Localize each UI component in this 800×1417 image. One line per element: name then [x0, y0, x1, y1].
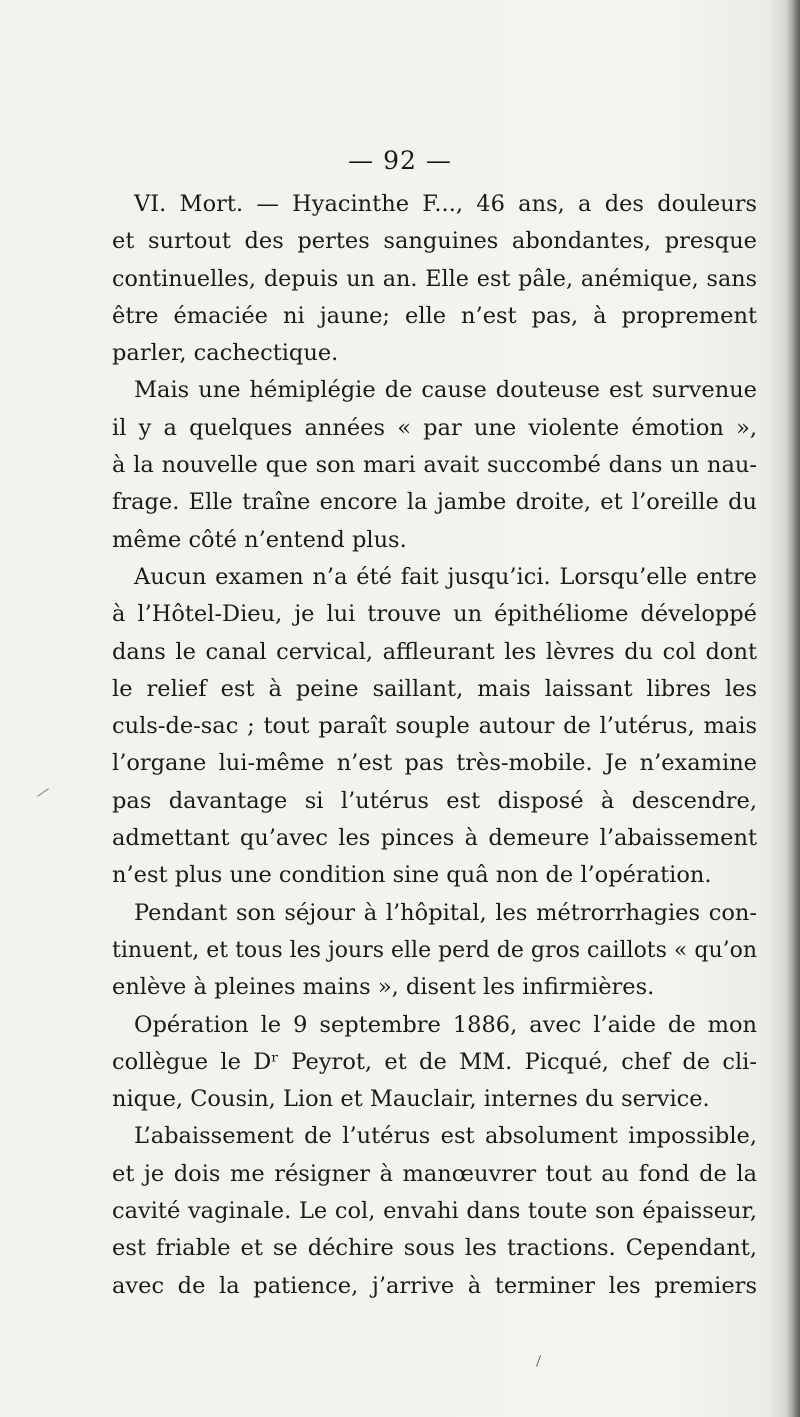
text-line: Pendant son séjour à l’hôpital, les métrorrhagies con- — [134, 899, 757, 926]
text-line: Aucun examen n’a été fait jusqu’ici. Lorsqu’elle entre — [134, 563, 757, 590]
text-line: et surtout des pertes sanguines abondantes, presque — [112, 228, 757, 255]
text-line: L’abaissement de l’utérus est absolument impossible, — [134, 1123, 757, 1150]
text-line: il y a quelques années « par une violente émotion », — [112, 414, 757, 441]
body-text — [112, 186, 757, 1305]
text-line: l’organe lui-même n’est pas très-mobile. Je n’examine — [112, 750, 757, 777]
text-line: tinuent, et tous les jours elle perd de gros caillots « qu’on — [112, 937, 758, 963]
text-line: à l’Hôtel-Dieu, je lui trouve un épithéliome développé — [112, 601, 757, 628]
text-line: le relief est à peine saillant, mais laissant libres les — [112, 675, 757, 702]
ink-mark — [536, 1355, 541, 1367]
text-line: n’est plus une condition sine quâ non de l’opération. — [112, 862, 712, 889]
text-line: est friable et se déchire sous les tractions. Cependant, — [112, 1235, 757, 1262]
text-line: nique, Cousin, Lion et Mauclair, internes du service. — [112, 1086, 710, 1113]
text-line: à la nouvelle que son mari avait succombé dans un nau- — [112, 452, 757, 479]
text-line: même côté n’entend plus. — [112, 526, 407, 553]
text-line: enlève à pleines mains », disent les infirmières. — [112, 974, 655, 1001]
text-line: culs-de-sac ; tout paraît souple autour de l’utérus, mais — [112, 713, 757, 740]
text-line: collègue le Dʳ Peyrot, et de MM. Picqué, chef de cli- — [112, 1048, 757, 1075]
text-line: continuelles, depuis un an. Elle est pâle, anémique, sans — [112, 265, 757, 292]
ink-mark — [37, 788, 49, 797]
text-line: cavité vaginale. Le col, envahi dans toute son épaisseur, — [112, 1198, 757, 1225]
text-line: admettant qu’avec les pinces à demeure l’abaissement — [112, 825, 757, 852]
text-line: Mais une hémiplégie de cause douteuse est survenue — [134, 377, 757, 404]
text-line: pas davantage si l’utérus est disposé à descendre, — [112, 787, 757, 814]
page-edge-shadow — [786, 0, 800, 1417]
text-line: Opération le 9 septembre 1886, avec l’aide de mon — [134, 1011, 757, 1038]
page-number: — 92 — — [348, 146, 452, 175]
text-line: avec de la patience, j’arrive à terminer les premiers — [112, 1272, 757, 1299]
text-line: parler, cachectique. — [112, 340, 339, 367]
text-line: dans le canal cervical, affleurant les lèvres du col dont — [112, 638, 757, 665]
text-line: être émaciée ni jaune; elle n’est pas, à proprement — [112, 302, 757, 329]
text-line: frage. Elle traîne encore la jambe droite, et l’oreille du — [112, 489, 757, 516]
text-line: et je dois me résigner à manœuvrer tout au fond de la — [112, 1160, 757, 1187]
text-line: VI. Mort. — Hyacinthe F..., 46 ans, a des douleurs — [134, 191, 757, 217]
